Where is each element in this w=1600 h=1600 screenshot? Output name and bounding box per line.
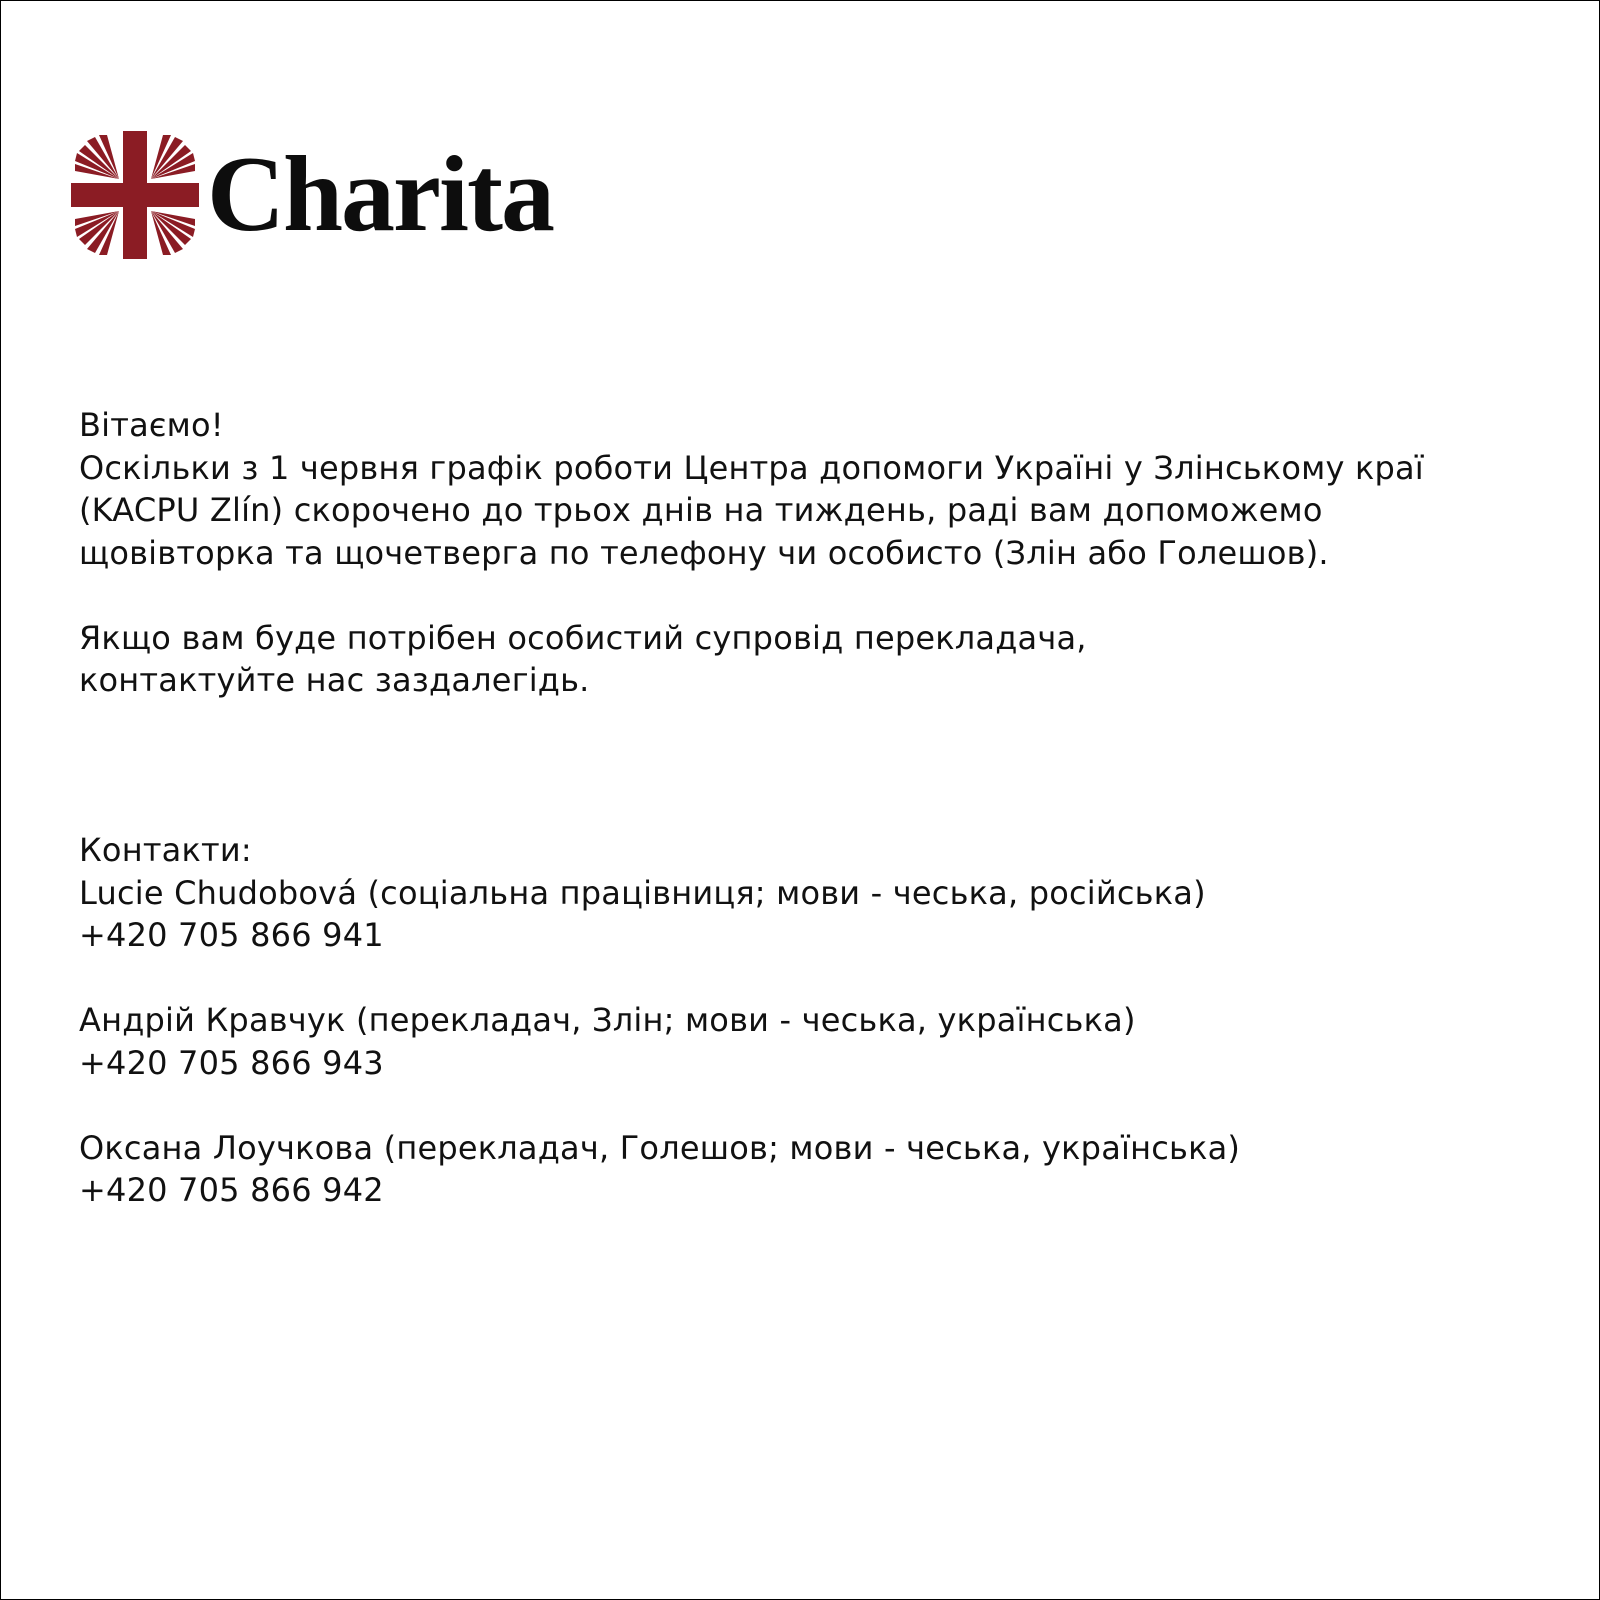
charita-logo [71, 131, 553, 266]
contact-name-role: Андрій Кравчук (перекладач, Злін; мови - чеська, українська) [79, 1001, 1136, 1039]
contact-phone: +420 705 866 942 [79, 1171, 384, 1209]
spacer [79, 957, 1559, 1000]
spacer [79, 702, 1559, 830]
contacts-heading: Контакти: [79, 831, 252, 869]
spacer [79, 1084, 1559, 1127]
contact-name-role: Оксана Лоучкова (перекладач, Голешов; мови - чеська, українська) [79, 1128, 1241, 1167]
contact-phone: +420 705 866 943 [79, 1043, 384, 1082]
intro-line: (KACPU Zlín) скорочено до трьох днів на тиждень, раді вам допоможемо [79, 491, 1323, 529]
contact-phone: +420 705 866 941 [79, 916, 384, 954]
spacer [79, 574, 1559, 617]
intro-line: Оскільки з 1 червня графік роботи Центра допомоги Україні у Злінському краї [79, 448, 1424, 487]
translator-note-line: контактуйте нас заздалегідь. [79, 661, 590, 699]
charita-cross-icon [71, 131, 201, 261]
logo-wordmark: Charita [207, 135, 553, 254]
intro-line: щовівторка та щочетверга по телефону чи особисто (Злін або Голешов). [79, 533, 1329, 572]
contact-name-role: Lucie Chudobová (соціальна працівниця; мови - чеська, російська) [79, 873, 1206, 912]
letter-body [79, 404, 1559, 1212]
translator-note-line: Якщо вам буде потрібен особистий супровід перекладача, [79, 618, 1087, 657]
greeting: Вітаємо! [79, 406, 224, 444]
